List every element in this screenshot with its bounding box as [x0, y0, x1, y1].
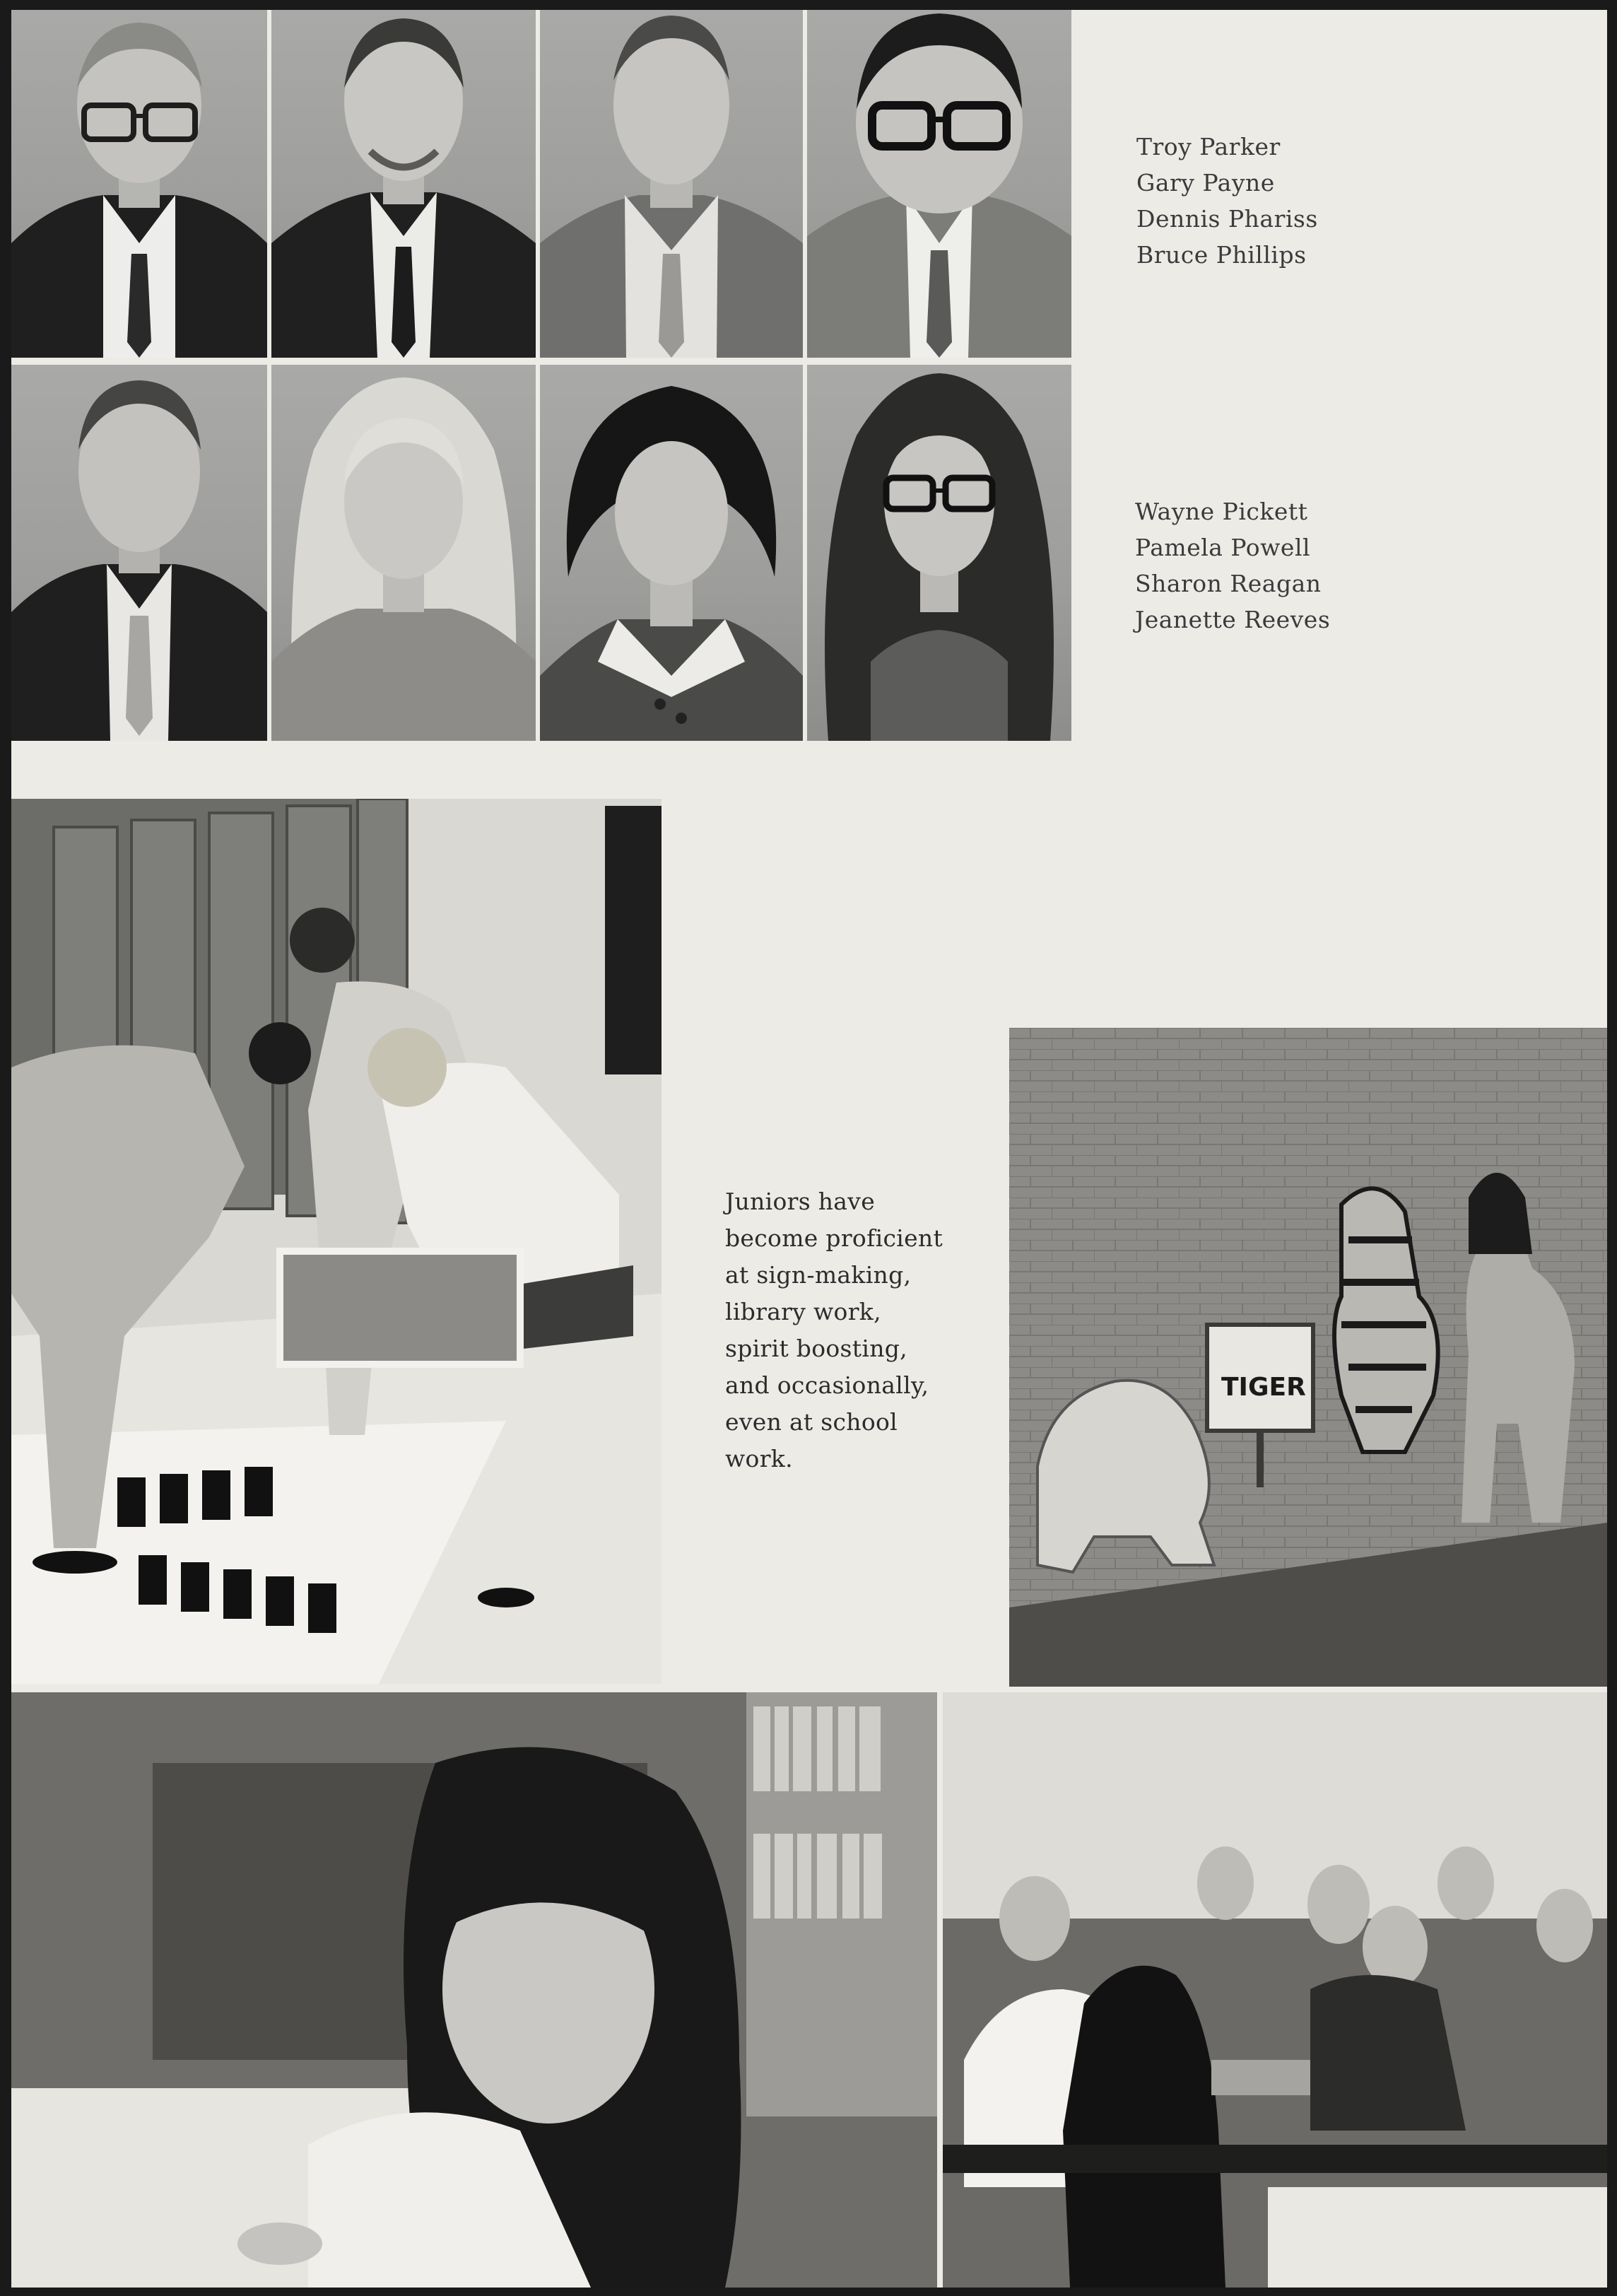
photo-sign-making-hallway — [11, 799, 662, 1684]
portrait-name: Troy Parker — [1136, 133, 1281, 160]
portrait-name: Gary Payne — [1136, 169, 1275, 197]
portrait-jeanette-reeves — [807, 365, 1071, 741]
yearbook-page — [11, 10, 1607, 2288]
caption-line: library work, — [725, 1298, 881, 1325]
caption-line: spirit boosting, — [725, 1335, 907, 1362]
portrait-dennis-phariss — [540, 10, 803, 358]
names-row-1 — [1136, 129, 1318, 273]
caption-line: at sign-making, — [725, 1261, 912, 1289]
caption-line: Juniors have — [725, 1188, 876, 1215]
caption-line: and occasionally, — [725, 1371, 929, 1399]
portrait-name: Sharon Reagan — [1135, 570, 1322, 597]
portrait-bruce-phillips — [807, 10, 1071, 358]
names-row-2 — [1135, 493, 1330, 638]
tiger-sign-text: TIGER — [1221, 1373, 1306, 1402]
portrait-troy-parker — [11, 10, 267, 358]
photo-library-work — [11, 1692, 937, 2288]
portrait-gary-payne — [271, 10, 536, 358]
caption-line: work. — [725, 1445, 793, 1472]
photo-caption — [725, 1183, 943, 1477]
portrait-name: Pamela Powell — [1135, 534, 1311, 561]
photo-tiger-wall-mural — [1009, 1028, 1607, 1687]
portrait-name: Dennis Phariss — [1136, 205, 1318, 233]
portrait-name: Jeanette Reeves — [1135, 606, 1331, 633]
portrait-pamela-powell — [271, 365, 536, 741]
photo-classroom — [943, 1692, 1607, 2288]
portrait-name: Bruce Phillips — [1136, 241, 1307, 269]
caption-line: even at school — [725, 1408, 898, 1436]
portrait-name: Wayne Pickett — [1135, 498, 1308, 525]
caption-line: become proficient — [725, 1224, 943, 1252]
portrait-wayne-pickett — [11, 365, 267, 741]
portrait-sharon-reagan — [540, 365, 803, 741]
